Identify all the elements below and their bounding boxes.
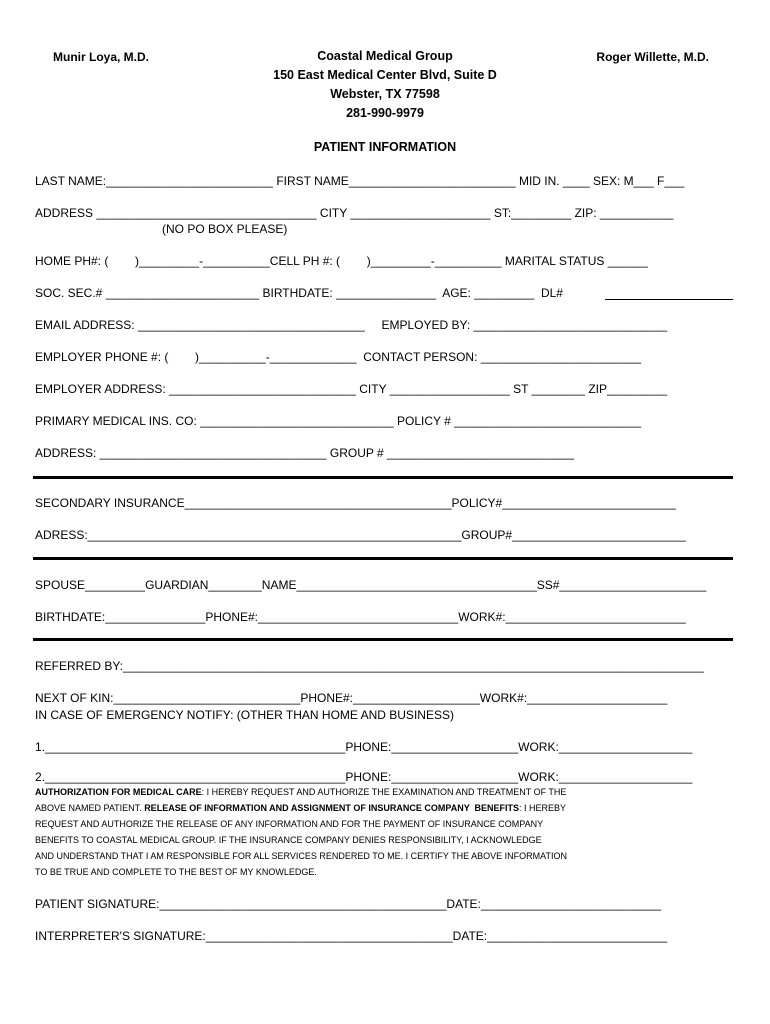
group-phone: 281-990-9979 xyxy=(346,106,424,120)
employer-phone-fields[interactable]: EMPLOYER PHONE #: ( )__________-_____________ CONTACT PERSON: ________________________ xyxy=(35,350,641,364)
insurance-address-fields[interactable]: ADDRESS: __________________________________ GROUP # ____________________________ xyxy=(35,446,574,460)
referred-by-field[interactable]: REFERRED BY:_______________________________________________________________________________________ xyxy=(35,659,704,673)
section-divider xyxy=(33,476,733,479)
group-name: Coastal Medical Group xyxy=(317,49,453,63)
authorization-line-3: REQUEST AND AUTHORIZE THE RELEASE OF ANY INFORMATION AND FOR THE PAYMENT OF INSURANCE COMPANY xyxy=(35,819,544,829)
authorization-line-4: BENEFITS TO COASTAL MEDICAL GROUP. IF THE INSURANCE COMPANY DENIES RESPONSIBILITY, I ACKNOWLEDGE xyxy=(35,835,542,845)
spouse-guardian-fields[interactable]: SPOUSE_________GUARDIAN________NAME____________________________________SS#______________________ xyxy=(35,578,707,592)
dl-number-field[interactable] xyxy=(605,299,733,300)
po-box-note: (NO PO BOX PLEASE) xyxy=(162,222,288,236)
emergency-contact-2[interactable]: 2._____________________________________________PHONE:___________________WORK:____________________ xyxy=(35,770,693,784)
form-title: PATIENT INFORMATION xyxy=(313,140,457,154)
email-employer-fields[interactable]: EMAIL ADDRESS: __________________________________ EMPLOYED BY: _____________________________ xyxy=(35,318,668,332)
authorization-line-6: TO BE TRUE AND COMPLETE TO THE BEST OF MY KNOWLEDGE. xyxy=(35,867,317,877)
left-doctor-name: Munir Loya, M.D. xyxy=(53,50,149,64)
authorization-heading: AUTHORIZATION FOR MEDICAL CARE xyxy=(35,787,202,797)
group-city: Webster, TX 77598 xyxy=(330,87,440,101)
authorization-line-5: AND UNDERSTAND THAT I AM RESPONSIBLE FOR ALL SERVICES RENDERED TO ME. I CERTIFY THE ABOVE INFORMATION xyxy=(35,851,567,861)
guardian-birthdate-fields[interactable]: BIRTHDATE:_______________PHONE#:______________________________WORK#:___________________________ xyxy=(35,610,686,624)
group-street: 150 East Medical Center Blvd, Suite D xyxy=(273,68,497,82)
secondary-address-fields[interactable]: ADRESS:________________________________________________________GROUP#__________________________ xyxy=(35,528,686,542)
right-doctor-name: Roger Willette, M.D. xyxy=(596,50,709,64)
phone-fields[interactable]: HOME PH#: ( )_________-__________CELL PH #: ( )_________-__________ MARITAL STATUS ______ xyxy=(35,254,648,268)
emergency-note: IN CASE OF EMERGENCY NOTIFY: (OTHER THAN HOME AND BUSINESS) xyxy=(35,708,454,722)
secondary-insurance-fields[interactable]: SECONDARY INSURANCE________________________________________POLICY#__________________________ xyxy=(35,496,676,510)
patient-name-field[interactable]: LAST NAME:_________________________ FIRST NAME_________________________ MID IN. ____ SEX: M___ F___ xyxy=(35,174,685,188)
section-divider xyxy=(33,638,733,641)
authorization-line-1: AUTHORIZATION FOR MEDICAL CARE: I HEREBY REQUEST AND AUTHORIZE THE EXAMINATION AND TREATMENT OF THE xyxy=(35,787,567,797)
patient-address-field[interactable]: ADDRESS _________________________________ CITY _____________________ ST:_________ ZIP: ___________ xyxy=(35,206,674,220)
emergency-contact-1[interactable]: 1._____________________________________________PHONE:___________________WORK:____________________ xyxy=(35,740,693,754)
patient-signature-field[interactable]: PATIENT SIGNATURE:___________________________________________DATE:___________________________ xyxy=(35,897,662,911)
employer-address-fields[interactable]: EMPLOYER ADDRESS: ____________________________ CITY __________________ ST ________ ZIP_________ xyxy=(35,382,668,396)
authorization-line-2: ABOVE NAMED PATIENT. RELEASE OF INFORMATION AND ASSIGNMENT OF INSURANCE COMPANY BENEFITS: I HEREBY xyxy=(35,803,567,813)
ssn-birthdate-fields[interactable]: SOC. SEC.# _______________________ BIRTHDATE: _______________ AGE: _________ DL# xyxy=(35,286,563,300)
next-of-kin-fields[interactable]: NEXT OF KIN:____________________________PHONE#:___________________WORK#:_____________________ xyxy=(35,691,668,705)
primary-insurance-fields[interactable]: PRIMARY MEDICAL INS. CO: _____________________________ POLICY # ____________________________ xyxy=(35,414,642,428)
interpreter-signature-field[interactable]: INTERPRETER'S SIGNATURE:_____________________________________DATE:___________________________ xyxy=(35,929,668,943)
release-heading: RELEASE OF INFORMATION AND ASSIGNMENT OF INSURANCE COMPANY BENEFITS xyxy=(144,803,520,813)
section-divider xyxy=(33,557,733,560)
